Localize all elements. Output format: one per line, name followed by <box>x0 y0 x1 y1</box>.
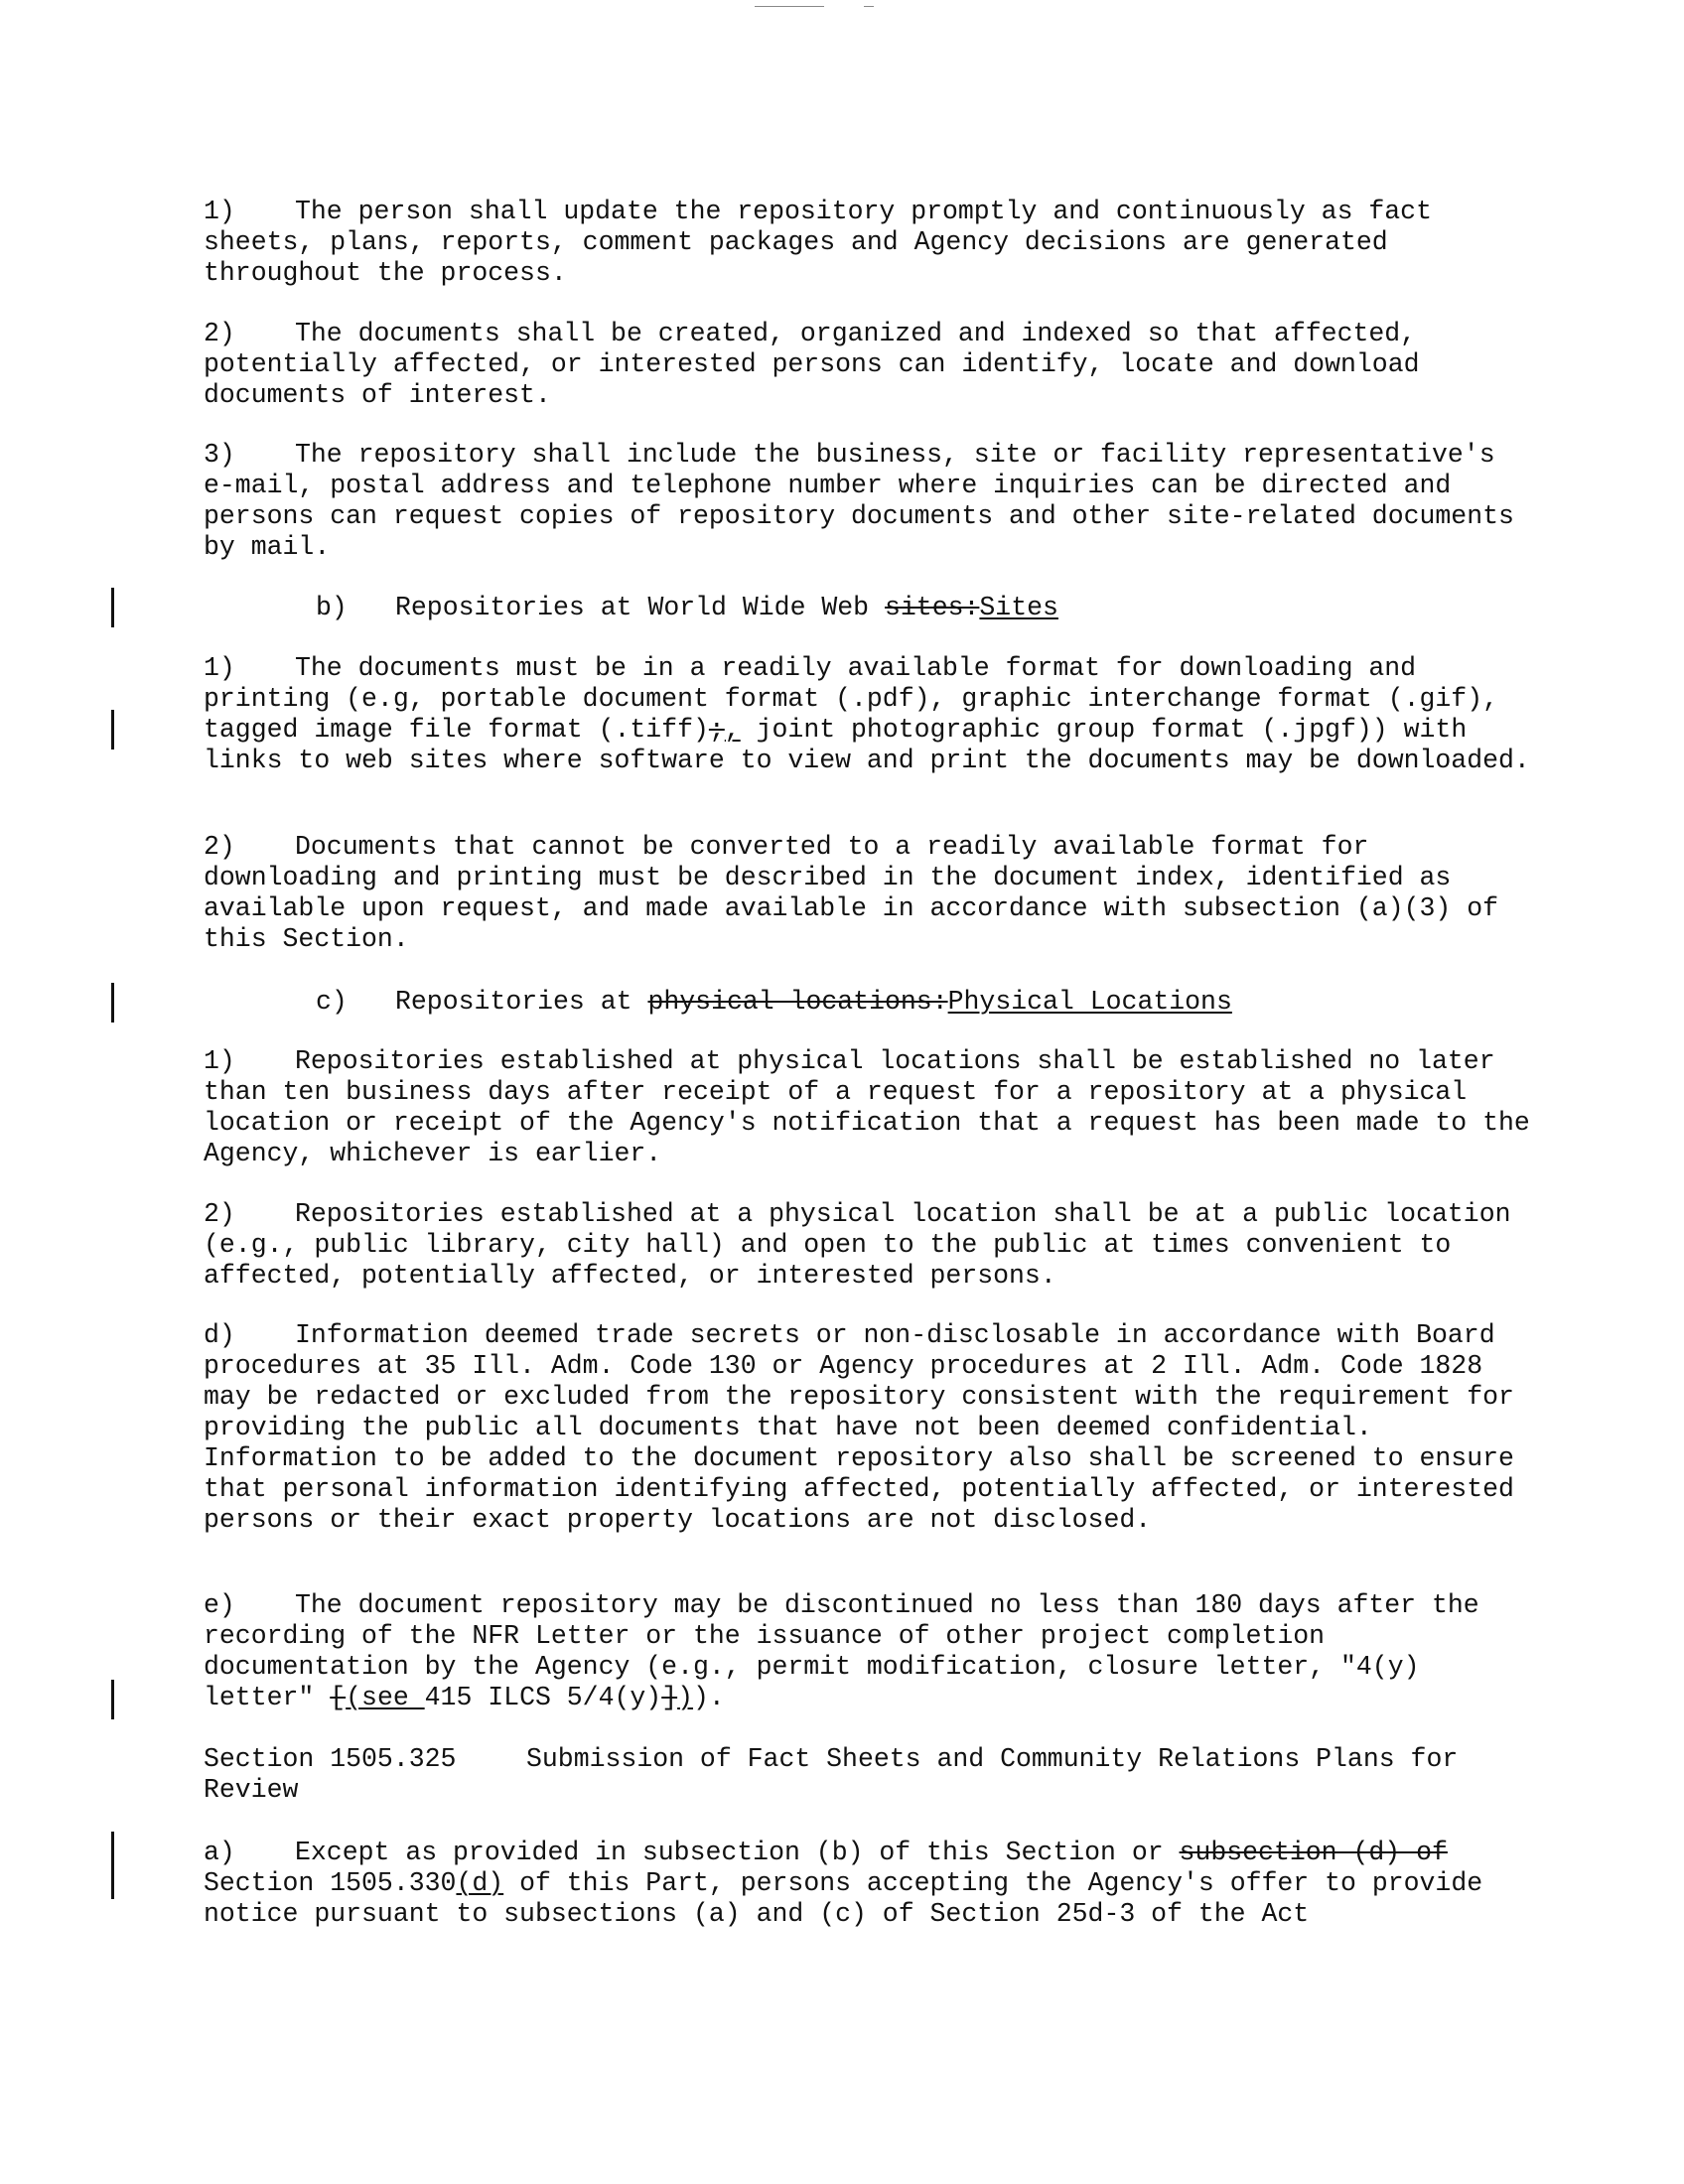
change-bar <box>111 710 114 750</box>
paragraph-text: Information deemed trade secrets or non-disclosable in accordance with Board procedures at 35 Ill. Adm. Code 130 or Agency procedures at 2 Ill. Adm. Code 1828 may be redacted or excluded from the repository consistent with the requirement for providing the public all documents that have not been deemed confidential. Information to be added to the document repository also shall be screened to ensure that personal information identifying affected, potentially affected, or interested persons or their exact property locations are not disclosed. <box>204 1320 1514 1535</box>
paragraph-b1 <box>204 653 1534 776</box>
paragraph-text: Documents that cannot be converted to a readily available format for downloading and printing must be described in the document index, identified as available upon request, and made available in accordance with subsection (a)(3) of this Section. <box>204 832 1499 954</box>
paragraph-text: The repository shall include the business, site or facility representative's e-mail, postal address and telephone number where inquiries can be directed and persons can request copies of repository documents and other site-related documents by mail. <box>204 440 1514 562</box>
paragraph-section-a <box>204 1838 1534 1930</box>
change-bar <box>111 1680 114 1719</box>
paragraph-text: Section 1505.330 <box>204 1868 457 1898</box>
change-bar <box>111 1832 114 1899</box>
item-number: d) <box>204 1320 235 1350</box>
heading-text: Repositories at World Wide Web <box>395 593 870 622</box>
paragraph-text: Except as provided in subsection (b) of this Section or <box>295 1838 1180 1867</box>
item-number: a) <box>204 1838 235 1867</box>
deleted-text: subsection (d) of <box>1179 1838 1448 1867</box>
paragraph-text: ). <box>693 1683 725 1712</box>
section-number: Section 1505.325 <box>204 1744 457 1774</box>
paragraph-text: 415 ILCS 5/4(y) <box>424 1683 662 1712</box>
item-number: 2) <box>204 319 235 348</box>
item-number: 2) <box>204 1199 235 1229</box>
paragraph-c1 <box>204 1046 1534 1169</box>
paragraph-a3 <box>204 440 1534 563</box>
scan-artifact <box>864 6 874 7</box>
item-number: 3) <box>204 440 235 470</box>
inserted-text: Physical Locations <box>947 987 1232 1017</box>
paragraph-text: Repositories established at physical locations shall be established no later than ten business days after receipt of a request for a repository at a physical location or receipt of the Agency's notification that a request has been made to the Agency, whichever is earlier. <box>204 1046 1530 1168</box>
item-number: 1) <box>204 1046 235 1076</box>
paragraph-c2 <box>204 1199 1534 1292</box>
deleted-text: physical locations: <box>647 987 948 1017</box>
inserted-text: ) <box>677 1683 694 1712</box>
deleted-text: ; <box>708 715 725 745</box>
change-bar <box>111 588 114 627</box>
inserted-text: (d) <box>456 1868 504 1898</box>
paragraph-b2 <box>204 832 1534 955</box>
deleted-text: [ <box>330 1683 347 1712</box>
scan-artifact <box>755 6 824 7</box>
heading-text: Repositories at <box>395 987 632 1017</box>
subsection-heading-b <box>316 593 1058 623</box>
paragraph-text: The person shall update the repository promptly and continuously as fact sheets, plans, reports, comment packages and Agency decisions are generated throughout the process. <box>204 197 1432 288</box>
section-heading <box>204 1744 1534 1806</box>
item-number: 1) <box>204 653 235 683</box>
item-number: e) <box>204 1590 235 1620</box>
inserted-text: (see <box>346 1683 425 1712</box>
paragraph-text: The documents must be in a readily available format for downloading and printing (e.g, portable document format (.pdf), graphic interchange format (.gif), tagged image file format (.tiff) <box>204 653 1499 745</box>
deleted-text: sites: <box>884 593 980 622</box>
paragraph-text: joint photographic group format (.jpgf)) with links to web sites where software to view and print the documents may be downloaded. <box>204 715 1530 775</box>
item-number: c) <box>316 987 348 1017</box>
item-number: 1) <box>204 197 235 226</box>
inserted-text: , <box>724 715 741 745</box>
paragraph-a2 <box>204 319 1534 411</box>
change-bar <box>111 983 114 1023</box>
paragraph-text: The document repository may be discontinued no less than 180 days after the recording of the NFR Letter or the issuance of other project completion documentation by the Agency (e.g., permit modification, closure letter, "4(y) letter" <box>204 1590 1479 1712</box>
deleted-text: ] <box>661 1683 678 1712</box>
item-number: 2) <box>204 832 235 862</box>
paragraph-a1 <box>204 197 1534 289</box>
item-number: b) <box>316 593 348 622</box>
paragraph-text: The documents shall be created, organized and indexed so that affected, potentially affected, or interested persons can identify, locate and download documents of interest. <box>204 319 1420 410</box>
paragraph-d <box>204 1320 1534 1536</box>
section-title: Submission of Fact Sheets and Community Relations Plans for Review <box>204 1744 1459 1805</box>
paragraph-e <box>204 1590 1534 1713</box>
subsection-heading-c <box>316 987 1232 1018</box>
inserted-text: Sites <box>979 593 1058 622</box>
paragraph-text: of this Part, persons accepting the Agency's offer to provide notice pursuant to subsections (a) and (c) of Section 25d-3 of the Act <box>204 1868 1483 1929</box>
paragraph-text: Repositories established at a physical location shall be at a public location (e.g., public library, city hall) and open to the public at times convenient to affected, potentially affected, or interested persons. <box>204 1199 1511 1291</box>
